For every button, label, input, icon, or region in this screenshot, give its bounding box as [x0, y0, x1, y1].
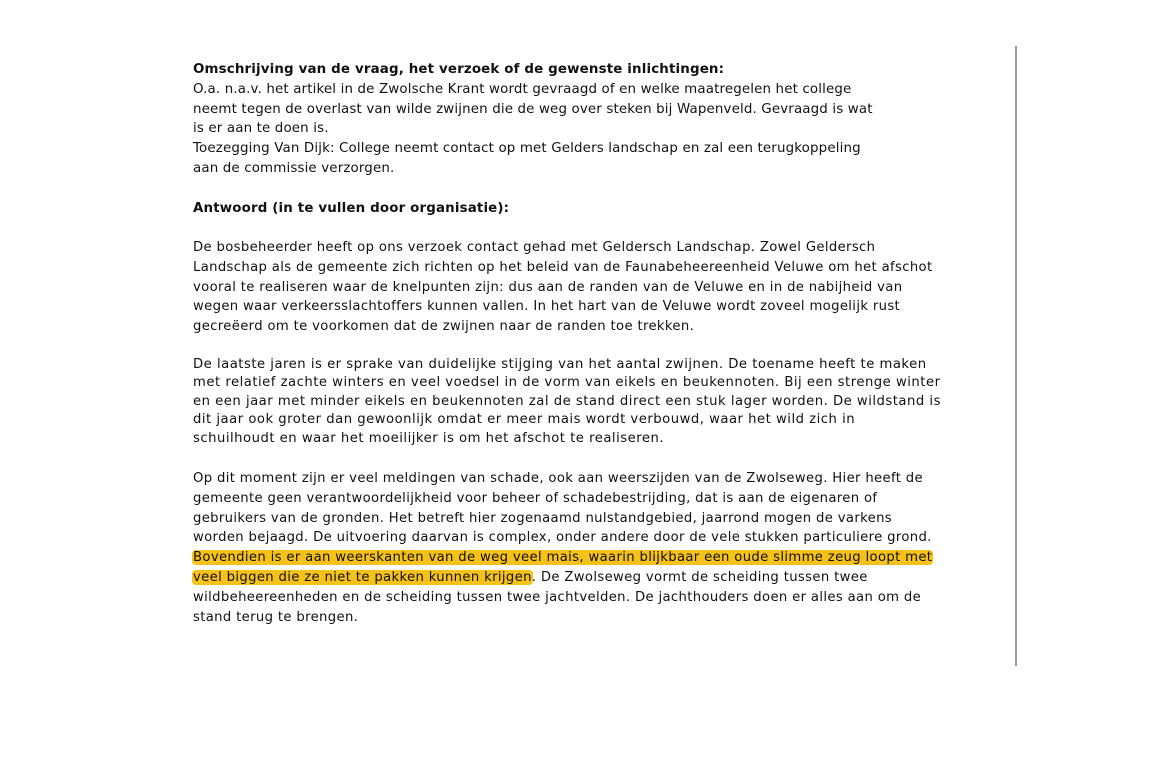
paragraph-line: [193, 568, 993, 588]
paragraph-line: wildbeheereenheden en de scheiding tussen twee jachtvelden. De jachthouders doen er alles aan om de: [193, 589, 922, 605]
paragraph-line: met relatief zachte winters en veel voedsel in de vorm van eikels en beukennoten. Bij een strenge winter: [193, 375, 941, 391]
question-heading: Omschrijving van de vraag, het verzoek of de gewenste inlichtingen:: [193, 62, 725, 77]
question-line: is er aan te doen is.: [193, 121, 329, 137]
paragraph-line: gemeente geen verantwoordelijkheid voor beheer of schadebestrijding, dat is aan de eigenaren of: [193, 490, 878, 506]
question-section: [193, 60, 993, 179]
answer-heading: Antwoord (in te vullen door organisatie):: [193, 201, 510, 216]
paragraph-line: vooral te realiseren waar de knelpunten zijn: dus aan de randen van de Veluwe en in de nabijheid van: [193, 279, 903, 295]
paragraph-line: en een jaar met minder eikels en beukennoten zal de stand direct een stuk lager worden. De wildstand is: [193, 393, 941, 409]
paragraph-line: dit jaar ook groter dan gewoonlijk omdat er meer mais wordt verbouwd, waar het wild zich in: [193, 412, 856, 428]
text-after-highlight: . De Zwolseweg vormt de scheiding tussen twee: [531, 569, 868, 585]
answer-paragraph-1: [193, 238, 993, 337]
paragraph-line: worden bejaagd. De uitvoering daarvan is complex, onder andere door de vele stukken particuliere grond.: [193, 530, 932, 546]
paragraph-line: wegen waar verkeersslachtoffers kunnen vallen. In het hart van de Veluwe wordt zoveel mogelijk rust: [193, 299, 901, 315]
right-margin-rule: [1015, 46, 1017, 666]
question-line: O.a. n.a.v. het artikel in de Zwolsche Krant wordt gevraagd of en welke maatregelen het college: [193, 81, 852, 97]
paragraph-line: De laatste jaren is er sprake van duidelijke stijging van het aantal zwijnen. De toename heeft te maken: [193, 357, 927, 372]
paragraph-line: stand terug te brengen.: [193, 609, 359, 625]
question-line: neemt tegen de overlast van wilde zwijnen die de weg over steken bij Wapenveld. Gevraagd is wat: [193, 101, 873, 117]
paragraph-line: Op dit moment zijn er veel meldingen van schade, ook aan weerszijden van de Zwolseweg. Hier heeft de: [193, 471, 923, 486]
highlighted-text: Bovendien is er aan weerskanten van de weg veel mais, waarin blijkbaar een oude slimme zeug loopt met: [193, 550, 933, 566]
highlighted-text: veel biggen die ze niet te pakken kunnen krijgen: [193, 569, 532, 585]
paragraph-line: Landschap als de gemeente zich richten op het beleid van de Faunabeheereenheid Veluwe om het afschot: [193, 259, 933, 275]
question-line: aan de commissie verzorgen.: [193, 160, 395, 176]
answer-paragraph-3: [193, 469, 993, 627]
paragraph-line: [193, 548, 993, 568]
paragraph-line: gebruikers van de gronden. Het betreft hier zogenaamd nulstandgebied, jaarrond mogen de varkens: [193, 510, 892, 526]
answer-paragraph-2: [193, 356, 993, 448]
question-line: Toezegging Van Dijk: College neemt contact op met Gelders landschap en zal een terugkoppeling: [193, 141, 861, 157]
answer-section-heading: [193, 199, 993, 219]
paragraph-line: De bosbeheerder heeft op ons verzoek contact gehad met Geldersch Landschap. Zowel Geldersch: [193, 240, 876, 255]
paragraph-line: gecreëerd om te voorkomen dat de zwijnen naar de randen toe trekken.: [193, 319, 695, 335]
paragraph-line: schuilhoudt en waar het moeilijker is om het afschot te realiseren.: [193, 430, 665, 446]
